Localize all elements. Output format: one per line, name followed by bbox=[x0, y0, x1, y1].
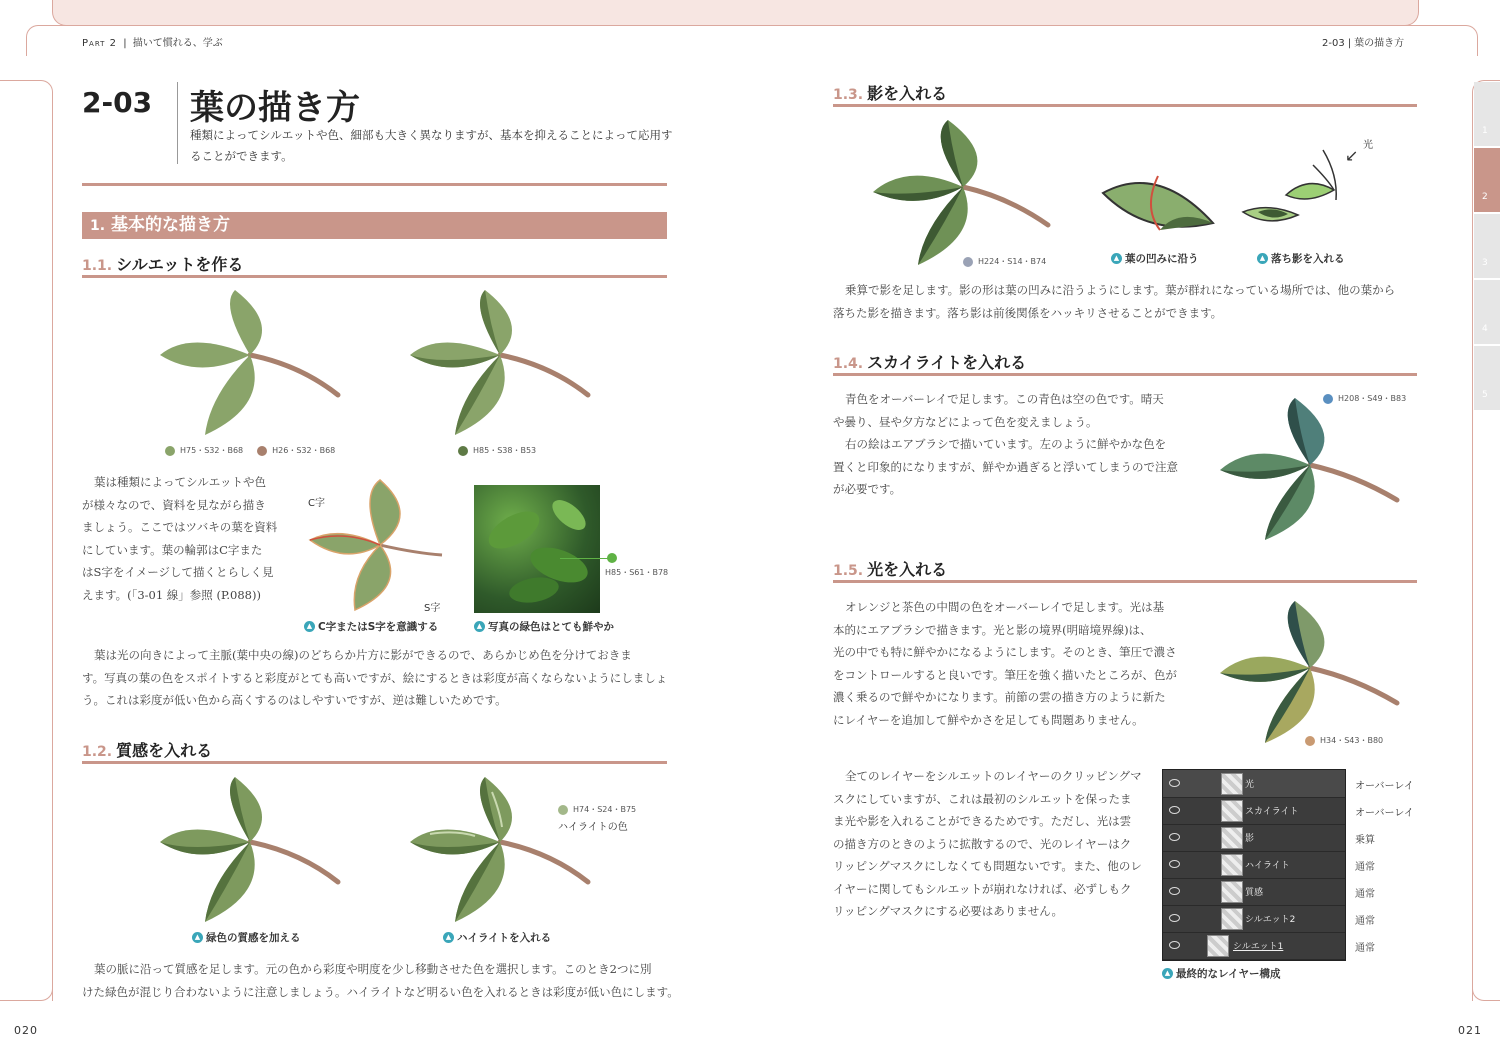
photo-swatch-dot bbox=[607, 553, 617, 563]
layer-name: シルエット1 bbox=[1233, 942, 1284, 952]
leaf-light-illustration bbox=[1215, 598, 1405, 748]
chapter-tab[interactable]: 1 bbox=[1474, 82, 1500, 148]
eye-icon[interactable] bbox=[1169, 860, 1180, 868]
layer-name: 影 bbox=[1245, 834, 1255, 844]
swatch-dot bbox=[558, 805, 568, 815]
cast-shadow-illustration bbox=[1238, 140, 1388, 240]
caption-cast-shadow: ▲ 落ち影を入れる bbox=[1257, 251, 1345, 266]
layer-thumbnail bbox=[1221, 773, 1243, 795]
camellia-photo bbox=[474, 485, 600, 613]
swatch-label: H74・S24・B75 bbox=[573, 805, 637, 814]
paragraph-1-3: 乗算で影を足します。影の形は葉の凹みに沿うようにします。葉が群れになっている場所では、他の葉から 落ちた影を描きます。落ち影は前後関係をハッキリさせることができます。 bbox=[833, 283, 1396, 320]
caption-highlight: ▲ ハイライトを入れる bbox=[443, 930, 551, 945]
layer-thumbnail bbox=[1221, 827, 1243, 849]
swatch-label: H208・S49・B83 bbox=[1338, 394, 1407, 403]
swatch-row-1-2 bbox=[558, 804, 636, 815]
eye-icon[interactable] bbox=[1169, 941, 1180, 949]
highlight-color-label: ハイライトの色 bbox=[558, 822, 628, 833]
section-banner: 1. 基本的な描き方 bbox=[82, 212, 667, 239]
caption-texture: ▲ 緑色の質感を加える bbox=[192, 930, 301, 945]
layer-row[interactable] bbox=[1163, 851, 1375, 879]
photo-leaves bbox=[474, 485, 600, 613]
layer-row[interactable] bbox=[1163, 878, 1375, 906]
s-letter-label: S字 bbox=[424, 603, 441, 614]
swatch-row-1-5 bbox=[1305, 735, 1383, 746]
left-header-frame bbox=[26, 25, 1478, 56]
leaf-split-illustration bbox=[400, 285, 600, 440]
chapter-rule bbox=[82, 183, 667, 186]
swatch-dot bbox=[458, 446, 468, 456]
caption-icon: ▲ bbox=[192, 932, 203, 943]
leaf-highlight-illustration bbox=[400, 772, 600, 927]
swatch-row-1-3 bbox=[963, 256, 1046, 267]
chapter-title: 葉の描き方 bbox=[190, 88, 360, 128]
heading-1-1: 1.1. シルエットを作る bbox=[82, 255, 244, 274]
side-text-1-1: 葉は種類によってシルエットや色 が様々なので、資料を見ながら描き ましょう。ここではツバキの葉を資料 にしています。葉の輪郭はC字また はS字をイメージして描くとらしく見 えます。(「3-01 線」参照 (P.088)) bbox=[82, 475, 278, 602]
layer-row[interactable] bbox=[1163, 932, 1375, 960]
chapter-tab[interactable]: 3 bbox=[1474, 214, 1500, 280]
layer-blend-mode: 通常 bbox=[1355, 943, 1375, 954]
heading-1-5: 1.5. 光を入れる bbox=[833, 560, 948, 579]
paragraph-1-5: オレンジと茶色の中間の色をオーバーレイで足します。光は基 本的にエアブラシで描きます。光と影の境界(明暗境界線)は、 光の中でも特に鮮やかになるようにします。そのとき、筆圧で濃さ をコントロールすると良いです。筆圧を強く描いたところが、色が 濃く乗るので鮮やかになります。前節の雲の描き方のように新た にレイヤーを追加して鮮やかさを足しても問題ありません。 bbox=[833, 600, 1177, 727]
layer-thumbnail bbox=[1221, 881, 1243, 903]
layer-thumbnail bbox=[1221, 800, 1243, 822]
caption-icon: ▲ bbox=[1111, 253, 1122, 264]
page-number-left: 020 bbox=[14, 1024, 38, 1037]
heading-1-4: 1.4. スカイライトを入れる bbox=[833, 353, 1027, 372]
swatch-label: H26・S32・B68 bbox=[272, 446, 336, 455]
swatch-label: H75・S32・B68 bbox=[180, 446, 244, 455]
leaf-skylight-illustration bbox=[1215, 395, 1405, 545]
chapter-intro-2: ることができます。 bbox=[190, 149, 293, 163]
top-band bbox=[52, 0, 1419, 26]
layer-blend-mode: オーバーレイ bbox=[1355, 808, 1414, 819]
swatch-dot bbox=[257, 446, 267, 456]
layer-row[interactable] bbox=[1163, 797, 1414, 825]
leaf-dent-illustration bbox=[1098, 168, 1218, 238]
caption-icon: ▲ bbox=[443, 932, 454, 943]
leaf-texture-illustration bbox=[150, 772, 350, 927]
rule-1-4 bbox=[833, 373, 1417, 376]
heading-1-3: 1.3. 影を入れる bbox=[833, 84, 948, 103]
layer-blend-mode: 通常 bbox=[1355, 862, 1375, 873]
caption-icon: ▲ bbox=[1162, 968, 1173, 979]
eye-icon[interactable] bbox=[1169, 806, 1180, 814]
eye-icon[interactable] bbox=[1169, 833, 1180, 841]
light-arrow-icon: ↙ bbox=[1345, 146, 1359, 165]
caption-icon: ▲ bbox=[474, 621, 485, 632]
chapter-tab-active[interactable]: 2 bbox=[1474, 148, 1500, 214]
layer-thumbnail bbox=[1221, 908, 1243, 930]
photo-pointer-line bbox=[560, 558, 612, 559]
chapter-tab[interactable]: 4 bbox=[1474, 280, 1500, 346]
rule-1-2 bbox=[82, 761, 667, 764]
layer-row[interactable] bbox=[1163, 824, 1375, 852]
leaf-shadow-illustration bbox=[868, 117, 1058, 267]
light-label: 光 bbox=[1363, 140, 1373, 151]
rule-1-1 bbox=[82, 275, 667, 278]
right-bottom-frame bbox=[1472, 980, 1500, 1001]
caption-photo: ▲ 写真の緑色はとても鮮やか bbox=[474, 619, 614, 634]
eye-icon[interactable] bbox=[1169, 887, 1180, 895]
swatch-dot bbox=[1305, 736, 1315, 746]
photo-swatch-label: H85・S61・B78 bbox=[605, 568, 669, 577]
page-number-right: 021 bbox=[1458, 1024, 1482, 1037]
layer-blend-mode: 乗算 bbox=[1355, 835, 1375, 846]
layers-panel bbox=[1162, 769, 1414, 961]
eye-icon[interactable] bbox=[1169, 779, 1180, 787]
rule-1-5 bbox=[833, 580, 1417, 583]
swatch-label: H224・S14・B74 bbox=[978, 257, 1047, 266]
left-bottom-frame bbox=[0, 980, 53, 1001]
caption-icon: ▲ bbox=[304, 621, 315, 632]
paragraph-1-4: 青色をオーバーレイで足します。この青色は空の色です。晴天 や曇り、昼や夕方などによって色を変えましょう。 右の絵はエアブラシで描いています。左のように鮮やかな色を 置くと印象的になりますが、鮮やか過ぎると浮いてしまうので注意 が必要です。 bbox=[833, 392, 1178, 496]
layer-thumbnail bbox=[1221, 854, 1243, 876]
paragraph-1-2: 葉の脈に沿って質感を足します。元の色から彩度や明度を少し移動させた色を選択します。このとき2つに別 けた緑色が混じり合わないように注意しましょう。ハイライトなど明るい色を入れるときは彩度が低い色にします。 bbox=[82, 962, 679, 999]
left-page-frame bbox=[0, 80, 53, 1001]
layer-name: シルエット2 bbox=[1245, 915, 1296, 925]
running-header-right: 2-03 | 葉の描き方 bbox=[1322, 38, 1405, 49]
chapter-tab[interactable]: 5 bbox=[1474, 346, 1500, 412]
layer-name: 光 bbox=[1245, 780, 1255, 790]
caption-cs: ▲ C字またはS字を意識する bbox=[304, 619, 438, 634]
c-letter-label: C字 bbox=[308, 498, 325, 509]
chapter-tabs bbox=[1474, 82, 1500, 412]
layer-blend-mode: 通常 bbox=[1355, 889, 1375, 900]
eye-icon[interactable] bbox=[1169, 914, 1180, 922]
layer-thumbnail bbox=[1207, 935, 1229, 957]
caption-dent: ▲ 葉の凹みに沿う bbox=[1111, 251, 1199, 266]
running-header-left: Part 2 | 描いて慣れる、学ぶ bbox=[82, 38, 223, 49]
chapter-intro-1: 種類によってシルエットや色、細部も大きく異なりますが、基本を抑えることによって応用す bbox=[190, 128, 673, 142]
paragraph-1-1: 葉は光の向きによって主脈(葉中央の線)のどちらか片方に影ができるので、あらかじめ色を分けておきま す。写真の葉の色をスポイトすると彩度がとても高いですが、絵にするときは彩度が高くならないようにしましょ う。これは彩度が低い色から高くするのはしやすいですが、逆は難しいためです。 bbox=[82, 648, 668, 707]
swatch-row-1-1b bbox=[458, 445, 536, 456]
swatch-label: H34・S43・B80 bbox=[1320, 736, 1384, 745]
chapter-number: 2-03 bbox=[82, 86, 153, 119]
rule-1-3 bbox=[833, 104, 1417, 107]
layer-blend-mode: オーバーレイ bbox=[1355, 781, 1414, 792]
layer-blend-mode: 通常 bbox=[1355, 916, 1375, 927]
swatch-label: H85・S38・B53 bbox=[473, 446, 537, 455]
swatch-dot bbox=[165, 446, 175, 456]
heading-1-2: 1.2. 質感を入れる bbox=[82, 741, 213, 760]
layer-row[interactable] bbox=[1163, 905, 1375, 933]
layer-name: ハイライト bbox=[1245, 861, 1290, 871]
swatch-dot bbox=[963, 257, 973, 267]
paragraph-1-5-layers: 全てのレイヤーをシルエットのレイヤーのクリッピングマ スクにしていますが、これは最初のシルエットを保ったま ま光や影を入れることができるためです。ただし、光は雲 の描き方のときのように拡散するので、光のレイヤーはク リッピングマスクにしなくても問題ないです。また、他のレ イヤーに関してもシルエットが崩れなければ、必ずしもク リッピングマスクにする必要はありません。 bbox=[833, 769, 1142, 918]
caption-layers: ▲ 最終的なレイヤー構成 bbox=[1162, 966, 1280, 981]
swatch-row-1-1a bbox=[165, 445, 335, 456]
layer-name: 質感 bbox=[1245, 888, 1264, 898]
chapter-divider bbox=[177, 82, 178, 164]
layer-row[interactable] bbox=[1163, 770, 1414, 798]
caption-icon: ▲ bbox=[1257, 253, 1268, 264]
layer-name: スカイライト bbox=[1245, 807, 1299, 817]
leaf-silhouette-illustration bbox=[150, 285, 350, 440]
